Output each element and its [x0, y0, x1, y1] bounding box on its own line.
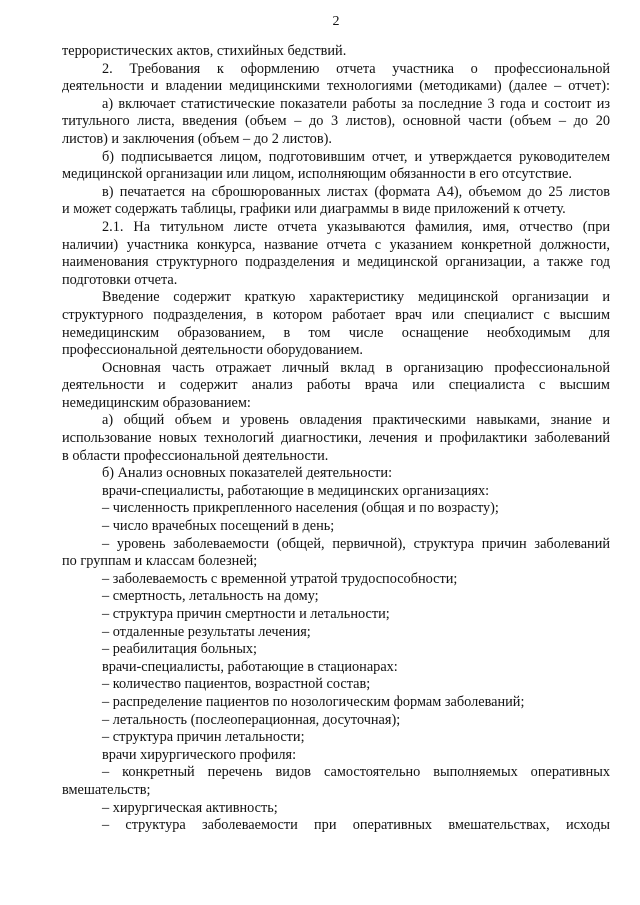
text-line: – численность прикрепленного населения (общая и по возрасту);	[102, 500, 499, 517]
text-line: наименования структурного подразделения и медицинской организации, а также год	[62, 254, 610, 271]
text-line: и может содержать таблицы, графики или диаграммы в виде приложений к отчету.	[62, 201, 566, 218]
document-body	[62, 43, 610, 835]
text-line: а) включает статистические показатели работы за последние 3 года и состоит из	[102, 95, 610, 112]
text-line: – уровень заболеваемости (общей, первичной), структура причин заболеваний	[102, 535, 610, 552]
text-line: – отдаленные результаты лечения;	[102, 623, 311, 640]
text-line: Введение содержит краткую характеристику медицинской организации и	[102, 289, 610, 306]
text-line: – хирургическая активность;	[102, 799, 278, 816]
text-line: 2.1. На титульном листе отчета указываются фамилия, имя, отчество (при	[102, 218, 610, 235]
text-line: титульного листа, введения (объем – до 3 листов), основной части (объем – до 20	[62, 113, 610, 130]
text-line: б) Анализ основных показателей деятельности:	[102, 465, 393, 482]
text-line: наличии) участника конкурса, название отчета с указанием конкретной должности,	[62, 236, 610, 253]
text-line: по группам и классам болезней;	[62, 553, 258, 570]
text-line: Основная часть отражает личный вклад в организацию профессиональной	[102, 359, 610, 376]
text-line: – количество пациентов, возрастной состав;	[102, 676, 371, 693]
text-line: немедицинским образованием, в том числе оснащение необходимым для	[62, 324, 610, 341]
text-line: террористических актов, стихийных бедствий.	[62, 43, 347, 59]
text-line: а) общий объем и уровень овладения практическими навыками, знание и	[102, 412, 610, 429]
text-line: использование новых технологий диагностики, лечения и профилактики заболеваний	[62, 430, 610, 447]
text-line: подготовки отчета.	[62, 271, 178, 288]
text-line: структурного подразделения, в котором работает врач или специалист с высшим	[62, 306, 610, 323]
text-line: – число врачебных посещений в день;	[102, 518, 335, 535]
text-line: деятельности и содержит анализ работы врача или специалиста с высшим	[62, 377, 610, 394]
text-line: в) печатается на сброшюрованных листах (формата А4), объемом до 25 листов	[102, 183, 610, 200]
text-line: б) подписывается лицом, подготовившим отчет, и утверждается руководителем	[102, 148, 610, 165]
text-line: – летальность (послеоперационная, досуточная);	[102, 711, 401, 728]
text-line: – конкретный перечень видов самостоятельно выполняемых оперативных	[102, 764, 610, 781]
text-line: – структура причин смертности и летальности;	[102, 606, 390, 622]
text-line: – структура причин летальности;	[102, 729, 305, 746]
text-line: в области профессиональной деятельности.	[62, 447, 329, 464]
text-line: – заболеваемость с временной утратой трудоспособности;	[102, 570, 458, 587]
text-line: врачи-специалисты, работающие в стационарах:	[102, 658, 398, 675]
text-line: врачи-специалисты, работающие в медицинских организациях:	[102, 482, 490, 499]
text-line: вмешательств;	[62, 781, 151, 798]
text-line: – структура заболеваемости при оперативных вмешательствах, исходы	[102, 817, 610, 834]
text-line: медицинской организации или лицом, исполняющим обязанности в его отсутствие.	[62, 166, 572, 183]
text-line: немедицинским образованием:	[62, 394, 251, 411]
text-line: – распределение пациентов по нозологическим формам заболеваний;	[102, 693, 525, 710]
text-line: профессиональной деятельности оборудованием.	[62, 342, 364, 359]
document-page	[62, 14, 610, 835]
text-line: врачи хирургического профиля:	[102, 746, 297, 763]
text-line: 2. Требования к оформлению отчета участника о профессиональной	[102, 60, 610, 77]
text-line: – смертность, летальность на дому;	[102, 588, 319, 605]
text-line: – реабилитация больных;	[102, 641, 257, 658]
text-line: листов) и заключения (объем – до 2 листов).	[62, 130, 332, 147]
page-number: 2	[332, 14, 340, 29]
text-line: деятельности и владении медицинскими технологиями (методиками) (далее – отчет):	[62, 78, 610, 95]
